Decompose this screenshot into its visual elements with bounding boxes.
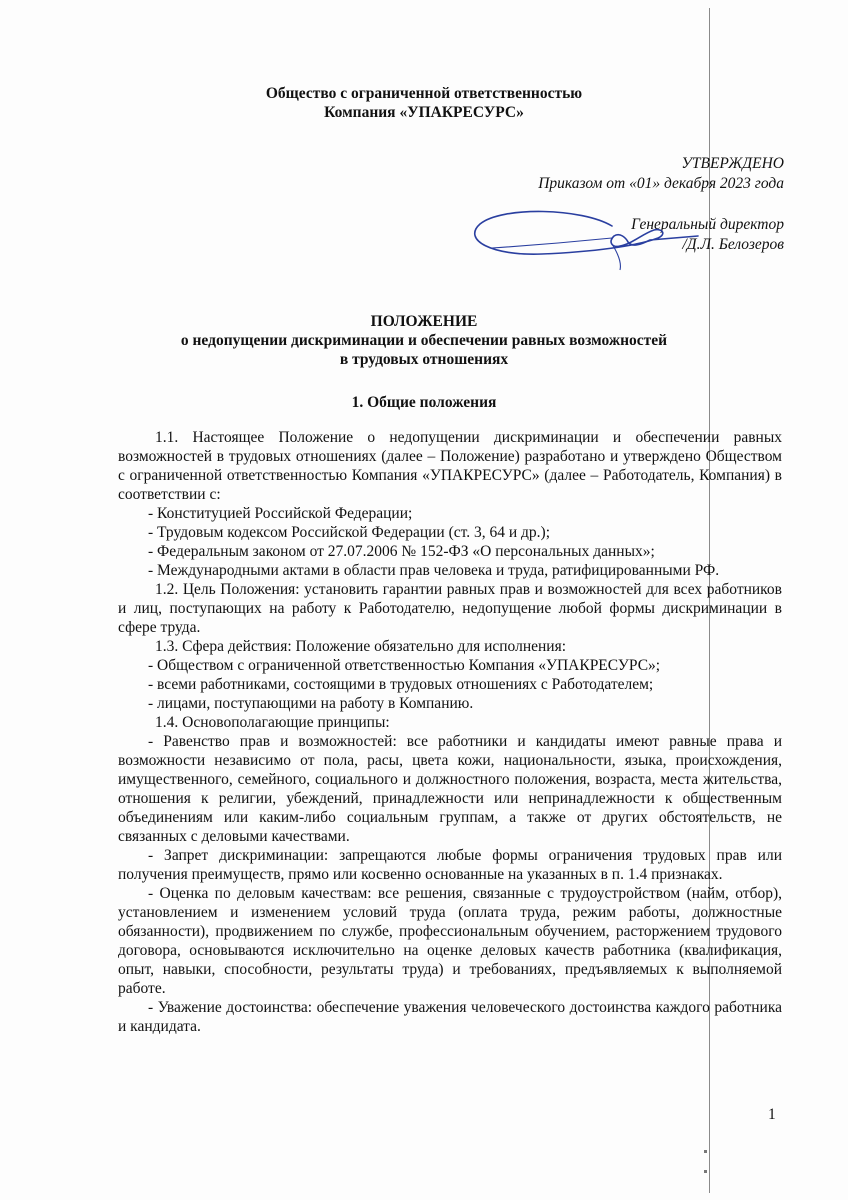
list-item: - Конституцией Российской Федерации; <box>148 505 413 522</box>
document-title <box>0 312 848 369</box>
paragraph-1-2: 1.2. Цель Положения: установить гарантии равных прав и возможностей для всех работников и лиц, поступающих на работу к Работодателю, недопущение любой формы дискриминации в сфере труда. <box>118 581 782 636</box>
signatory-name: /Д.Л. Белозеров <box>682 236 784 253</box>
principle-no-discrimination: - Запрет дискриминации: запрещаются любые формы ограничения трудовых прав или получения преимуществ, прямо или косвенно основанные на указанных в п. 1.4 признаках. <box>118 847 782 883</box>
list-item: - лицами, поступающими на работу в Компанию. <box>148 695 474 712</box>
approved-label: УТВЕРЖДЕНО <box>681 155 784 172</box>
paragraph-1-1: 1.1. Настоящее Положение о недопущении дискриминации и обеспечении равных возможностей в трудовых отношениях (далее – Положение) разработано и утверждено Обществом с ограниченной ответственностью Компания «УПАКРЕСУРС» (далее – Работодатель, Компания) в соответствии с: <box>118 429 782 503</box>
list-item: - Международными актами в области прав человека и труда, ратифицированными РФ. <box>148 562 720 579</box>
title-line-3: в трудовых отношениях <box>339 351 509 368</box>
title-line-1: ПОЛОЖЕНИЕ <box>370 313 478 330</box>
list-item: - всеми работниками, состоящими в трудовых отношениях с Работодателем; <box>148 676 654 693</box>
page-number: 1 <box>768 1106 776 1123</box>
scan-dot <box>704 1170 707 1173</box>
principle-business-qualities: - Оценка по деловым качествам: все решения, связанные с трудоустройством (найм, отбор), установлением и изменением условий труда (оплата труда, режим работы, должностные обязанности), продвижением по службе, профессиональным обучением, расторжением трудового договора, основываются исключительно на оценке деловых качеств работника (квалификация, опыт, навыки, способности, результаты труда) и требованиях, предъявляемых к выполняемой работе. <box>118 885 782 997</box>
org-line-2: Компания «УПАКРЕСУРС» <box>324 104 524 121</box>
scan-dot <box>704 1150 707 1153</box>
section-heading: 1. Общие положения <box>351 394 497 411</box>
paragraph-1-3: 1.3. Сфера действия: Положение обязательно для исполнения: <box>155 638 567 655</box>
handwritten-signature <box>462 198 702 278</box>
approval-block <box>538 154 784 194</box>
document-body <box>118 428 782 1036</box>
title-line-2: о недопущении дискриминации и обеспечении равных возможностей <box>180 332 668 349</box>
org-line-1: Общество с ограниченной ответственностью <box>265 85 583 102</box>
paragraph-1-4: 1.4. Основополагающие принципы: <box>155 714 390 731</box>
approval-order: Приказом от «01» декабря 2023 года <box>538 175 784 192</box>
principle-equality: - Равенство прав и возможностей: все работники и кандидаты имеют равные права и возможности независимо от пола, расы, цвета кожи, национальности, языка, происхождения, имущественного, семейного, социального и должностного положения, возраста, места жительства, отношения к религии, убеждений, принадлежности или непринадлежности к общественным объединениям или каким-либо социальным группам, а также от других обстоятельств, не связанных с деловыми качествами. <box>118 733 782 845</box>
list-item: - Трудовым кодексом Российской Федерации (ст. 3, 64 и др.); <box>148 524 551 541</box>
list-item: - Обществом с ограниченной ответственностью Компания «УПАКРЕСУРС»; <box>148 657 661 674</box>
list-item: - Федеральным законом от 27.07.2006 № 152-ФЗ «О персональных данных»; <box>148 543 655 560</box>
organization-header <box>0 84 848 122</box>
signatory-position: Генеральный директор <box>631 216 784 233</box>
principle-dignity: - Уважение достоинства: обеспечение уважения человеческого достоинства каждого работника и кандидата. <box>118 999 782 1035</box>
